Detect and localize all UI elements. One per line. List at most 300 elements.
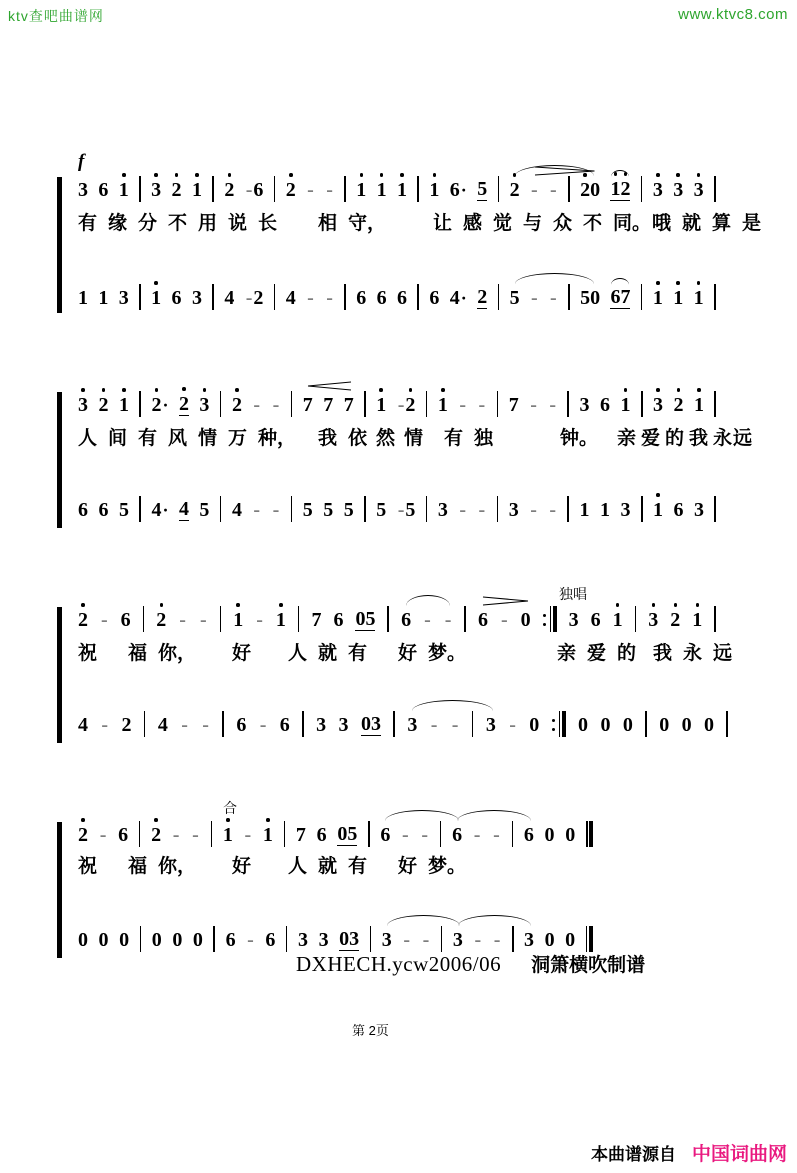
note-digit-high-octave: 1 [673, 287, 684, 309]
lyric-char: 亲 [557, 643, 577, 664]
note-token [694, 179, 704, 201]
note-digit: 3 [568, 609, 579, 631]
note-token [158, 714, 168, 736]
credits-maker-id: DXHECH.ycw2006/06 [296, 952, 502, 976]
tie-arc [611, 278, 629, 285]
note-token [306, 179, 315, 201]
note-digit: 0 [337, 823, 348, 845]
barline [220, 496, 222, 522]
note-token [156, 609, 166, 631]
repeat-dots [552, 715, 556, 735]
barline [641, 176, 643, 202]
note-token [119, 287, 129, 309]
lyric-char: 爱 [641, 428, 661, 449]
note-token [402, 929, 411, 951]
note-token [477, 178, 487, 201]
note-token [565, 824, 575, 846]
note-token [438, 394, 448, 416]
note-token [151, 179, 161, 201]
repeat-dots [543, 610, 547, 630]
note-digit-high-octave: 3 [693, 179, 704, 201]
note-token [423, 609, 432, 631]
note-token [530, 287, 539, 309]
slur-arc [515, 273, 594, 284]
note-token [192, 179, 202, 201]
note-digit: 5 [405, 499, 416, 521]
note-token [659, 714, 669, 736]
note-digit: 7 [311, 609, 322, 631]
note-token [692, 609, 702, 631]
note-token [623, 714, 633, 736]
note-token [670, 609, 680, 631]
note-token [578, 714, 588, 736]
note-digit-high-octave: 1 [653, 499, 663, 521]
barline [370, 926, 372, 952]
notation-line [78, 929, 593, 951]
note-token [694, 287, 704, 309]
note-token [673, 394, 683, 416]
lyric-char: 分 [138, 213, 158, 234]
duration-dash: - [307, 179, 314, 201]
duration-dash: - [530, 287, 538, 309]
duration-dash: - [530, 179, 538, 201]
note-token [648, 609, 658, 631]
lyric-char: 人 [78, 428, 98, 449]
barline [714, 176, 716, 202]
note-token [477, 286, 487, 309]
barline [645, 711, 647, 737]
lyric-char: 不 [583, 213, 603, 234]
lyric-char: 就 [318, 856, 338, 877]
lyric-char: 有 [78, 213, 98, 234]
note-token [377, 179, 387, 201]
note-digit-high-octave: 2 [580, 179, 591, 201]
duration-dash: - [172, 824, 180, 846]
note-token [694, 394, 704, 416]
note-digit: 0 [192, 929, 203, 951]
note-token [458, 499, 467, 521]
note-token [580, 499, 590, 521]
note-token [193, 929, 203, 951]
note-token [172, 287, 182, 309]
augmentation-dot: · [460, 288, 467, 308]
note-token [317, 824, 327, 846]
barline [512, 926, 514, 952]
note-token [478, 609, 488, 631]
barline [143, 606, 145, 632]
barline [298, 606, 300, 632]
note-digit: 6 [356, 287, 367, 309]
barline [426, 496, 428, 522]
source-site-link[interactable]: 中国词曲网 [691, 1144, 787, 1165]
lyric-char: 依 [348, 428, 368, 449]
note-token [510, 287, 520, 309]
barline [139, 496, 141, 522]
note-token [397, 394, 416, 416]
note-digit: 6 [610, 286, 621, 308]
final-barline [550, 606, 557, 632]
credits-maker-note: 洞箫横吹制谱 [531, 955, 646, 976]
note-token [306, 287, 315, 309]
lyric-char: 是 [742, 213, 762, 234]
note-digit: 3 [118, 287, 129, 309]
barline [302, 711, 304, 737]
note-digit-high-octave: 1 [191, 179, 202, 201]
note-token [376, 394, 386, 416]
note-token [653, 179, 663, 201]
note-token [98, 287, 108, 309]
note-token [78, 609, 88, 631]
note-digit: 6 [523, 824, 534, 846]
lyric-char: 说 [228, 213, 248, 234]
note-token [121, 609, 131, 631]
note-token [180, 714, 189, 736]
final-barline [559, 711, 566, 737]
note-digit-high-octave: 1 [275, 609, 286, 631]
note-digit: 6 [449, 179, 460, 201]
note-token [99, 929, 109, 951]
note-token [78, 499, 88, 521]
lyric-char: 好 [398, 643, 418, 664]
note-token [323, 499, 333, 521]
note-digit: 6 [452, 824, 463, 846]
note-digit-high-octave: 1 [652, 287, 663, 309]
note-digit-high-octave: 1 [397, 179, 408, 201]
notation-line [78, 151, 716, 201]
note-digit: 0 [544, 929, 555, 951]
note-digit: 0 [659, 714, 670, 736]
note-digit-high-octave: 3 [652, 179, 663, 201]
duration-dash: - [179, 609, 186, 631]
note-token [298, 929, 308, 951]
note-digit: 1 [579, 499, 590, 521]
duration-dash: - [326, 287, 333, 309]
lyric-char: 觉 [493, 213, 513, 234]
note-token [548, 394, 557, 416]
note-token [451, 714, 460, 736]
duration-dash: - [245, 287, 253, 309]
lyric-char: 钟。 [560, 428, 599, 449]
note-digit: 3 [508, 499, 519, 521]
note-token [580, 179, 600, 201]
note-token [694, 499, 704, 521]
note-token [179, 498, 189, 521]
duration-dash: - [181, 714, 188, 736]
note-digit: 5 [509, 287, 520, 309]
note-token [492, 824, 501, 846]
lyric-char: 同。 [613, 213, 652, 234]
lyric-char: 间 [108, 428, 128, 449]
note-token [78, 714, 88, 736]
barline [139, 821, 141, 847]
note-token [226, 929, 236, 951]
note-digit: 0 [565, 929, 576, 951]
barline [417, 284, 419, 310]
note-digit: 6 [225, 929, 236, 951]
note-token [255, 609, 264, 631]
lyric-char: 相 [318, 213, 338, 234]
lyric-char: 我 [689, 428, 709, 449]
lyric-char: 让 [433, 213, 453, 234]
note-token [272, 499, 281, 521]
note-token [201, 714, 210, 736]
note-token [473, 824, 482, 846]
note-token [580, 394, 590, 416]
lyric-char: 众 [553, 213, 573, 234]
header-site-name[interactable]: ktv查吧曲谱网 [8, 8, 104, 24]
duration-dash: - [549, 394, 556, 416]
notation-line [78, 800, 593, 846]
duration-dash: - [530, 499, 537, 521]
note-digit: 3 [437, 499, 448, 521]
note-digit: 6 [673, 499, 684, 521]
tie-arc [611, 170, 629, 177]
note-digit: 0 [703, 714, 714, 736]
note-token [98, 499, 108, 521]
lyric-char: 情 [198, 428, 218, 449]
note-token [610, 178, 630, 201]
note-token [78, 287, 88, 309]
note-token [401, 609, 411, 631]
barline [211, 821, 213, 847]
duration-dash: - [424, 609, 431, 631]
lyric-char: 与 [523, 213, 543, 234]
note-token [233, 609, 243, 631]
duration-dash: - [459, 394, 467, 416]
barline [291, 496, 293, 522]
note-digit: 3 [349, 928, 360, 950]
note-digit-high-octave: 2 [224, 179, 235, 201]
note-token [223, 824, 233, 846]
note-digit-high-octave: 1 [233, 609, 244, 631]
header-site-url[interactable]: www.ktvc8.com [678, 6, 788, 23]
note-digit-high-octave: 2 [509, 179, 520, 201]
note-token [245, 287, 264, 309]
barline [641, 284, 643, 310]
note-token [265, 929, 275, 951]
note-digit: 6 [78, 499, 88, 521]
note-digit: 6 [478, 609, 488, 631]
lyric-char: 万 [228, 428, 248, 449]
lyric-char: 情 [404, 428, 424, 449]
note-token [377, 287, 387, 309]
note-token [420, 824, 429, 846]
note-digit-high-octave: 3 [78, 394, 88, 416]
note-token [704, 714, 714, 736]
note-token [610, 286, 630, 309]
final-barline [586, 926, 593, 952]
duration-dash: - [202, 714, 209, 736]
duration-dash: - [402, 824, 409, 846]
note-token [78, 394, 88, 416]
note-token [118, 824, 128, 846]
note-token [286, 287, 296, 309]
note-digit: 6 [376, 287, 387, 309]
note-token [199, 609, 208, 631]
augmentation-dot: · [162, 500, 169, 520]
note-digit: 7 [620, 286, 631, 308]
barline [714, 391, 716, 417]
duration-dash: - [397, 499, 405, 521]
note-token [152, 929, 162, 951]
note-token [438, 499, 448, 521]
note-token [344, 499, 354, 521]
note-token [323, 394, 333, 416]
note-digit-high-octave: 1 [620, 394, 631, 416]
duration-dash: - [493, 824, 500, 846]
notation-line [78, 586, 716, 631]
lyric-char: 我 [318, 428, 338, 449]
note-digit: 5 [118, 499, 129, 521]
lyric-char: 梦。 [428, 643, 467, 664]
note-digit-high-octave: 1 [118, 394, 129, 416]
page-number: 第 2页 [352, 1023, 389, 1038]
note-digit: 0 [590, 179, 601, 201]
note-token [529, 499, 538, 521]
note-digit: 7 [508, 394, 519, 416]
barline [139, 176, 141, 202]
note-token [580, 287, 600, 309]
augmentation-dot: · [460, 180, 467, 200]
duration-dash: - [509, 714, 516, 736]
barline [274, 284, 276, 310]
lyric-char: 有 [348, 643, 368, 664]
note-digit: 3 [338, 714, 349, 736]
lyric-char: 有 [348, 856, 368, 877]
note-token [78, 179, 88, 201]
note-token [620, 394, 630, 416]
note-digit: 5 [477, 178, 488, 200]
barline [222, 711, 224, 737]
note-token [224, 287, 234, 309]
lyric-char: 远 [733, 428, 753, 449]
lyric-char: 好 [232, 856, 252, 877]
note-digit: 6 [171, 287, 182, 309]
source-attribution [591, 1139, 787, 1166]
barline [393, 711, 395, 737]
note-token [337, 823, 357, 846]
note-token [316, 714, 326, 736]
note-token [224, 179, 234, 201]
note-digit: 3 [298, 929, 309, 951]
note-token [325, 179, 334, 201]
duration-dash: - [272, 394, 280, 416]
note-digit: 0 [78, 929, 88, 951]
barline [286, 926, 288, 952]
barline [417, 176, 419, 202]
note-digit: 6 [120, 609, 131, 631]
lyric-char: 的 [617, 643, 637, 664]
note-token [549, 179, 558, 201]
note-token [620, 499, 630, 521]
note-digit: 2 [253, 287, 264, 309]
note-digit: 0 [355, 608, 366, 630]
system-left-bar [57, 607, 62, 743]
note-digit-high-octave: 3 [673, 179, 684, 201]
note-token [682, 714, 692, 736]
barline [567, 391, 569, 417]
note-token [397, 287, 407, 309]
note-digit-high-octave: 1 [692, 609, 703, 631]
lyric-char: 的 [665, 428, 685, 449]
system-left-bar [57, 177, 62, 313]
note-token [509, 394, 519, 416]
lyric-char: 永 [713, 428, 733, 449]
note-digit: 0 [520, 609, 531, 631]
note-token [276, 609, 286, 631]
note-digit: 3 [620, 499, 631, 521]
note-token [361, 713, 381, 736]
note-token [355, 608, 375, 631]
note-digit: 0 [590, 287, 601, 309]
lyric-char: 缘 [108, 213, 128, 234]
barline [464, 606, 466, 632]
note-token [407, 714, 417, 736]
note-token [232, 394, 242, 416]
note-token [376, 499, 386, 521]
credits-line [296, 950, 645, 977]
slur-arc [387, 915, 460, 926]
notation-line [78, 499, 716, 521]
lyric-char: 亲 [617, 428, 637, 449]
note-digit-high-octave: 3 [653, 394, 663, 416]
note-token [311, 609, 321, 631]
note-digit: 0 [565, 824, 576, 846]
note-digit-high-octave: 2 [151, 824, 162, 846]
note-digit-high-octave: 1 [118, 179, 129, 201]
note-digit-high-octave: 2 [231, 394, 242, 416]
note-token [565, 929, 575, 951]
note-token [179, 393, 189, 416]
note-token [600, 499, 610, 521]
hairpin-lines [483, 596, 528, 606]
lyric-char: 不 [168, 213, 188, 234]
note-digit-high-octave: 2 [178, 393, 189, 415]
duration-dash: - [478, 499, 486, 521]
duration-dash: - [192, 824, 199, 846]
note-digit: 6 [333, 609, 344, 631]
barline [213, 926, 215, 952]
barline [714, 496, 716, 522]
note-digit: 7 [323, 394, 334, 416]
note-token [429, 287, 439, 309]
note-token [78, 824, 88, 846]
note-token [422, 929, 431, 951]
note-digit: 0 [172, 929, 183, 951]
note-token [339, 928, 359, 951]
note-digit: 0 [578, 714, 589, 736]
lyric-char: 守， [348, 213, 387, 234]
note-digit-high-octave: 1 [222, 824, 233, 846]
duration-dash: - [501, 609, 508, 631]
note-digit: 6 [397, 287, 408, 309]
note-digit: 0 [529, 714, 540, 736]
lyric-char: 就 [318, 643, 338, 664]
note-token [613, 609, 623, 631]
notation-line [78, 287, 716, 309]
lyric-char: 福 [128, 643, 148, 664]
note-token [172, 179, 182, 201]
note-token [673, 179, 683, 201]
note-token [356, 287, 366, 309]
note-token [548, 499, 557, 521]
note-digit: 1 [600, 499, 610, 521]
lyric-char: 好 [398, 856, 418, 877]
barline [635, 606, 637, 632]
lyric-char: 种， [258, 428, 297, 449]
duration-dash: - [493, 929, 501, 951]
note-token [458, 394, 467, 416]
